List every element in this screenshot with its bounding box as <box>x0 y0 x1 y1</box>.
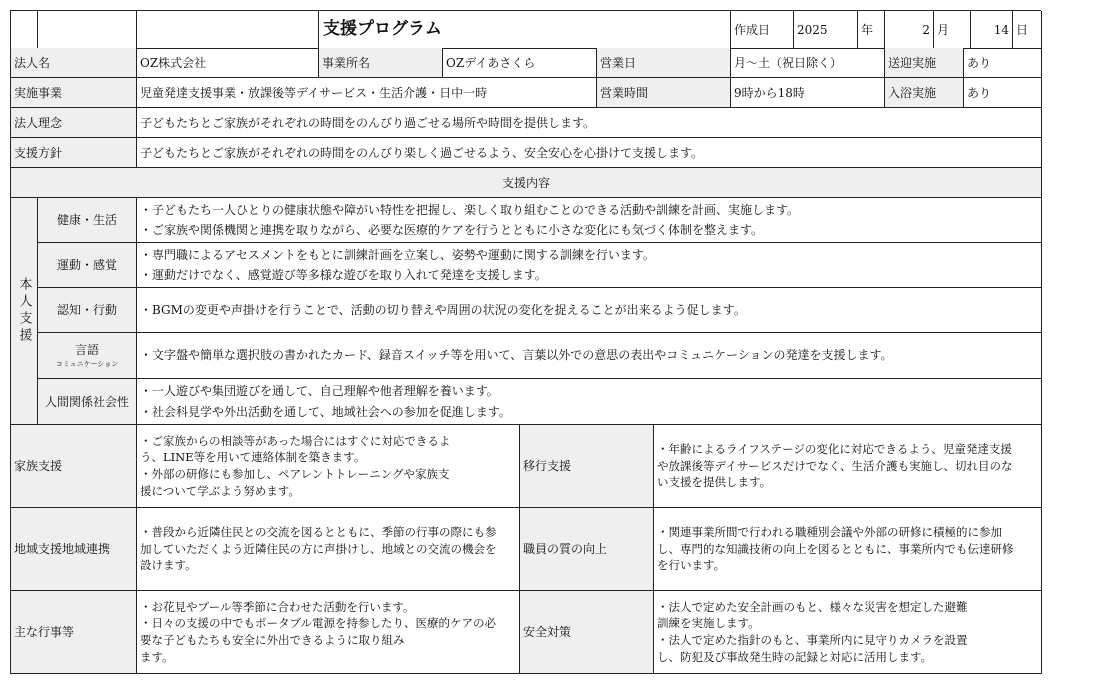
transport-label: 送迎実施 <box>885 48 964 78</box>
staff-quality-content <box>654 508 1042 591</box>
bath-label: 入浴実施 <box>885 78 964 108</box>
month-unit: 月 <box>934 11 971 49</box>
personal-support-label-cell <box>11 198 38 425</box>
support-title-row <box>10 168 1041 198</box>
support-item-label: 運動・感覚 <box>56 258 117 272</box>
content-line: 設けます。 <box>140 558 197 573</box>
support-item-sublabel: コミュニケーション <box>55 359 119 368</box>
day-value: 14 <box>971 11 1013 49</box>
support-item-label-cell <box>38 288 137 333</box>
support-section-title: 支援内容 <box>11 168 1042 198</box>
content-line: ・一人遊びや集団遊びを通して、自己理解や他者理解を養います。 <box>140 384 499 399</box>
content-line: ・普段から近隣住民との交流を図るとともに、季節の行事の際にも参 <box>140 524 497 539</box>
policy-label: 支援方針 <box>11 138 137 168</box>
content-line: う、LINE等を用いて連絡体制を築きます。 <box>140 450 366 465</box>
philosophy-value: 子どもたちとご家族がそれぞれの時間をのんびり過ごせる場所や時間を提供します。 <box>137 108 1042 138</box>
hours-value: 9時から18時 <box>731 78 885 108</box>
support-item-content <box>137 333 1042 379</box>
content-line: 援について学ぶよう努めます。 <box>140 483 300 498</box>
transition-support-label: 移行支援 <box>520 425 654 508</box>
safety-measures-content <box>654 591 1042 674</box>
policy-row <box>10 138 1041 168</box>
header-blank-2 <box>38 11 137 49</box>
corp-label: 法人名 <box>11 48 137 78</box>
content-line: ・法人で定めた指針のもと、事業所内に見守りカメラを設置 <box>657 633 968 647</box>
year-value: 2025 <box>794 11 858 49</box>
content-line: ・文字盤や簡単な選択肢の書かれたカード、録音スイッチ等を用いて、言葉以外での意思の表出やコミュニケーションの発達を支援します。 <box>140 348 893 363</box>
support-item-label: 健康・生活 <box>56 213 117 227</box>
support-item-content <box>137 379 1042 425</box>
support-item-label: 人間関係社会性 <box>44 394 129 409</box>
content-line: ・社会科見学や外出活動を通して、地域社会への参加を促進します。 <box>140 404 511 419</box>
content-line: 加していただくよう近隣住民の方に声掛けし、地域との交流の機会を <box>140 541 497 556</box>
support-item-label-cell <box>38 333 137 379</box>
content-line: を行います。 <box>657 558 726 573</box>
content-line: や放課後等デイサービスだけでなく、生活介護も実施し、切れ目のな <box>657 458 1013 473</box>
support-item-label: 言語 <box>74 342 99 357</box>
date-label: 作成日 <box>731 11 794 49</box>
content-line: ・運動だけでなく、感覚遊び等多様な遊びを取り入れて発達を支援します。 <box>140 268 547 282</box>
business-days-label: 営業日 <box>597 48 731 78</box>
family-support-label: 家族支援 <box>11 425 137 508</box>
content-line: し、専門的な知識技術の向上を図るとともに、事業所内でも伝達研修 <box>657 541 1014 556</box>
header-blank-1 <box>11 11 38 49</box>
business-days-value: 月〜土（祝日除く） <box>731 48 885 78</box>
philosophy-label: 法人理念 <box>11 108 137 138</box>
services-label: 実施事業 <box>11 78 137 108</box>
month-value: 2 <box>885 11 934 49</box>
main-events-label: 主な行事等 <box>11 591 137 674</box>
personal-support-label: 本人支援 <box>16 277 32 345</box>
content-line: ・お花見やプール等季節に合わせた活動を行います。 <box>140 599 415 614</box>
bottom-row <box>10 508 1041 591</box>
hours-label: 営業時間 <box>597 78 731 108</box>
services-row <box>10 78 1041 108</box>
content-line: ・関連事業所間で行われる職種別会議や外部の研修に積極的に参加 <box>657 524 1002 539</box>
bottom-row <box>10 425 1041 508</box>
personal-support-block <box>10 198 1041 425</box>
content-line: ・日々の支援の中でもポータブル電源を持参したり、医療的ケアの必 <box>140 616 497 631</box>
policy-value: 子どもたちとご家族がそれぞれの時間をのんびり楽しく過ごせるよう、安全安心を心掛けて支援します。 <box>137 138 1042 168</box>
content-line: ・法人で定めた安全計画のもと、様々な災害を想定した避難 <box>657 599 968 614</box>
corp-value: OZ株式会社 <box>137 48 319 78</box>
philosophy-row <box>10 108 1041 138</box>
header-row <box>10 10 1041 48</box>
community-support-content <box>137 508 520 591</box>
staff-quality-label: 職員の質の向上 <box>520 508 654 591</box>
content-line: ・ご家族からの相談等があった場合にはすぐに対応できるよ <box>140 433 451 448</box>
content-line: ・専門職によるアセスメントをもとに訓練計画を立案し、姿勢や運動に関する訓練を行います。 <box>140 247 655 262</box>
support-item-content <box>137 198 1042 243</box>
transport-value: あり <box>964 48 1042 78</box>
support-item-label-cell <box>38 198 137 243</box>
content-line: ・ご家族や関係機関と連携を取りながら、必要な医療的ケアを行うとともに小さな変化にも気づく体制を整えます。 <box>140 223 764 237</box>
content-line: 要な子どもたちも安全に外出できるように取り組み <box>140 633 405 647</box>
office-label: 事業所名 <box>319 48 443 78</box>
content-line: ・子どもたち一人ひとりの健康状態や障がい特性を把握し、楽しく取り組むことのできる活動や訓練を計画、実施します。 <box>140 202 800 217</box>
content-line: ます。 <box>140 649 174 664</box>
support-item-content <box>137 288 1042 333</box>
bath-value: あり <box>964 78 1042 108</box>
transition-support-content <box>654 425 1042 508</box>
day-unit: 日 <box>1013 11 1042 49</box>
header-blank-3 <box>137 11 319 49</box>
office-value: OZデイあさくら <box>443 48 597 78</box>
community-support-label: 地域支援地域連携 <box>11 508 137 591</box>
services-value: 児童発達支援事業・放課後等デイサービス・生活介護・日中一時 <box>137 78 597 108</box>
family-support-content <box>137 425 520 508</box>
support-program-sheet <box>10 10 1041 674</box>
page-title: 支援プログラム <box>319 11 731 49</box>
content-line: し、防犯及び事故発生時の記録と対応に活用します。 <box>657 649 933 664</box>
support-item-label-cell <box>38 379 137 425</box>
bottom-row <box>10 591 1041 674</box>
content-line: ・年齢によるライフステージの変化に対応できるよう、児童発達支援 <box>657 441 1012 456</box>
content-line: 訓練を実施します。 <box>657 616 760 631</box>
main-events-content <box>137 591 520 674</box>
content-line: ・BGMの変更や声掛けを行うことで、活動の切り替えや周囲の状況の変化を捉えることが出来るよう促します。 <box>140 302 746 317</box>
corp-row <box>10 48 1041 78</box>
safety-measures-label: 安全対策 <box>520 591 654 674</box>
year-unit: 年 <box>858 11 885 49</box>
support-item-label: 認知・行動 <box>56 303 117 317</box>
support-item-content <box>137 243 1042 288</box>
support-item-label-cell <box>38 243 137 288</box>
content-line: い支援を提供します。 <box>657 475 772 490</box>
content-line: ・外部の研修にも参加し、ペアレントトレーニングや家族支 <box>140 467 450 481</box>
